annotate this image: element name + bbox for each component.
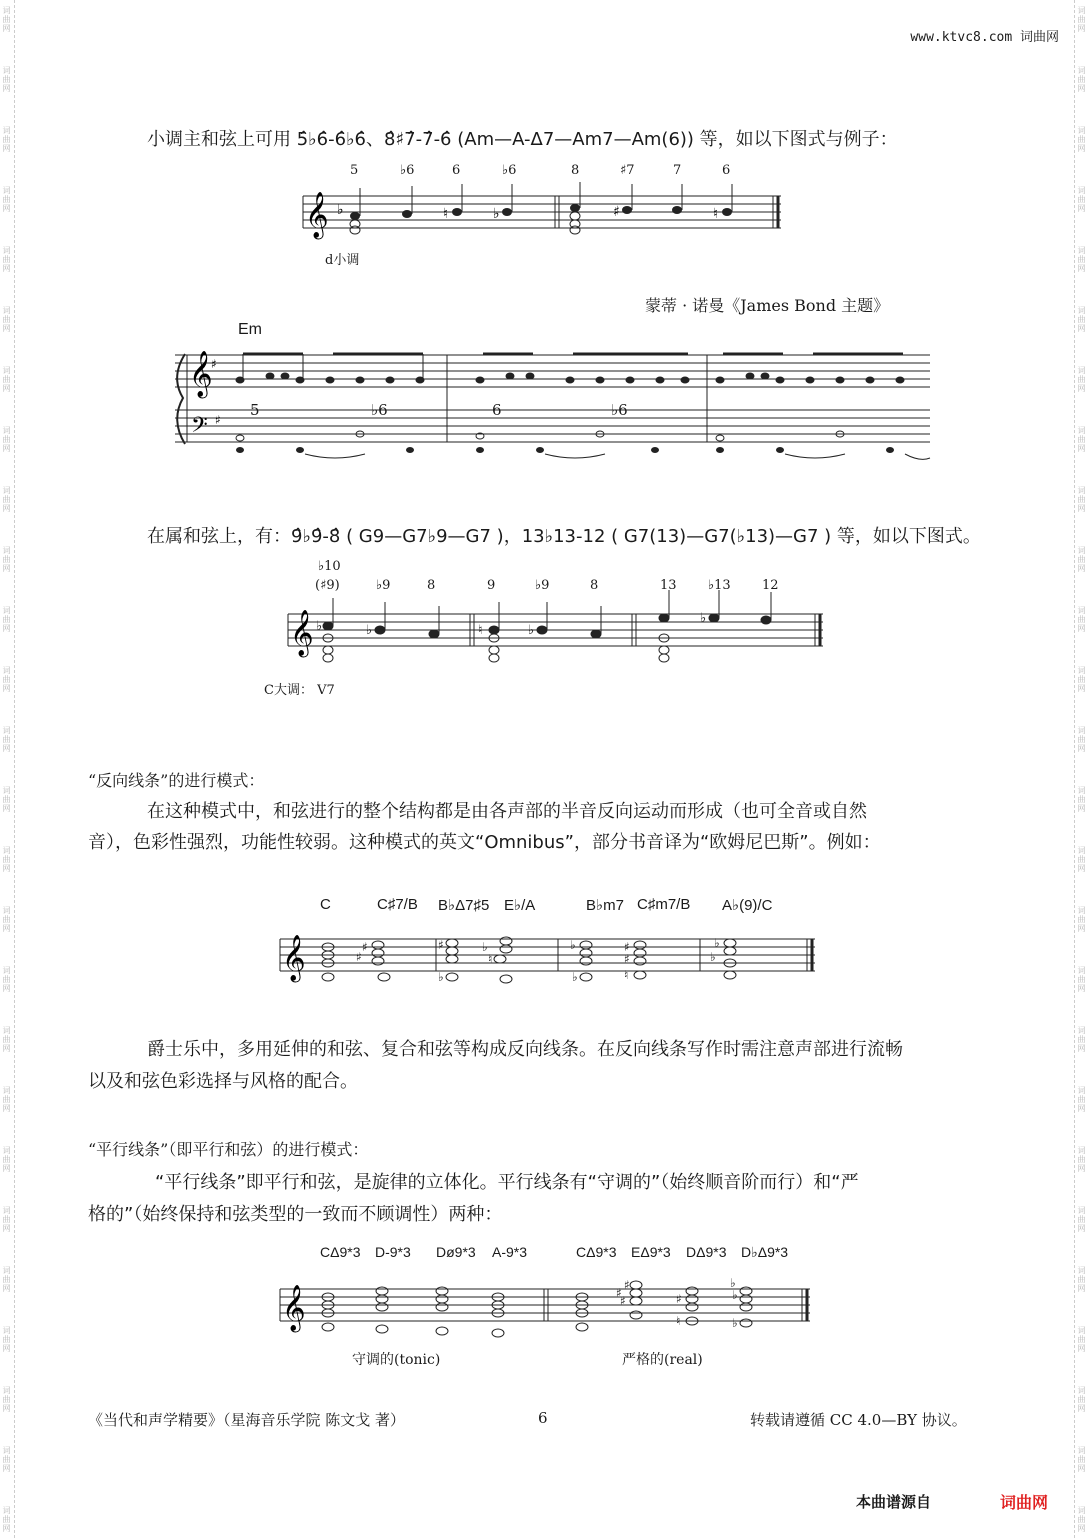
chord-symbol: Dø9*3 <box>436 1244 476 1260</box>
watermark-text: 词 曲 网 <box>1077 606 1086 633</box>
svg-text:♭: ♭ <box>366 623 373 638</box>
watermark-text: 词 曲 网 <box>1077 1266 1086 1293</box>
page-number: 6 <box>538 1409 548 1427</box>
degree-number: ♯7 <box>620 163 635 178</box>
svg-text:♮: ♮ <box>443 206 449 222</box>
chord-symbol: C <box>320 896 331 913</box>
svg-text:𝄞: 𝄞 <box>305 192 329 238</box>
section4-para2: 格的”（始终保持和弦类型的一致而不顾调性）两种： <box>88 1204 503 1225</box>
svg-text:♯: ♯ <box>616 1286 622 1300</box>
section4-para1: “平行线条”即平行和弦，是旋律的立体化。平行线条有“守调的”（始终顺音阶而行）和“严 <box>155 1172 859 1193</box>
tonic-label: 守调的(tonic) <box>352 1352 441 1368</box>
watermark-text: 词 曲 网 <box>2 726 11 753</box>
degree-number: (♯9) <box>315 578 340 593</box>
watermark-text: 词 曲 网 <box>2 906 11 933</box>
section3-para1: 在这种模式中，和弦进行的整个结构都是由各声部的半音反向运动而形成（也可全音或自然 <box>147 801 867 822</box>
footer-license: 转载请遵循 CC 4.0—BY 协议。 <box>750 1411 967 1429</box>
svg-text:♭: ♭ <box>337 202 344 218</box>
watermark-text: 词 曲 网 <box>1077 1146 1086 1173</box>
watermark-text: 词 曲 网 <box>1077 186 1086 213</box>
key-label: C大调： V7 <box>264 683 335 698</box>
watermark-text: 词 曲 网 <box>2 426 11 453</box>
svg-text:♭: ♭ <box>700 611 707 626</box>
watermark-text: 词 曲 网 <box>1077 846 1086 873</box>
chord-symbol: CΔ9*3 <box>320 1244 361 1260</box>
watermark-text: 词 曲 网 <box>2 366 11 393</box>
svg-text:♯: ♯ <box>211 357 217 371</box>
chord-symbol: CΔ9*3 <box>576 1244 617 1260</box>
svg-text:♭: ♭ <box>438 970 444 984</box>
svg-text:♯: ♯ <box>620 1294 626 1308</box>
watermark-text: 词 曲 网 <box>1077 1026 1086 1053</box>
watermark-text: 词 曲 网 <box>2 546 11 573</box>
svg-text:♭: ♭ <box>730 1276 736 1290</box>
watermark-text: 词 曲 网 <box>1077 906 1086 933</box>
watermark-text: 词 曲 网 <box>2 966 11 993</box>
left-watermark-strip <box>0 0 15 1538</box>
watermark-text: 词 曲 网 <box>2 1506 11 1533</box>
section4-heading: “平行线条”（即平行和弦）的进行模式： <box>88 1140 369 1159</box>
watermark-text: 词 曲 网 <box>1077 1086 1086 1113</box>
svg-text:♯: ♯ <box>624 940 630 954</box>
example-title: 蒙蒂 · 诺曼《James Bond 主题》 <box>645 296 890 315</box>
chord-symbol: A♭(9)/C <box>722 897 773 914</box>
degree-number: ♭6 <box>400 163 415 178</box>
watermark-text: 词 曲 网 <box>2 126 11 153</box>
svg-text:♭: ♭ <box>528 623 535 638</box>
svg-text:♭: ♭ <box>572 970 578 984</box>
svg-text:𝄞: 𝄞 <box>290 610 314 656</box>
watermark-text: 词 曲 网 <box>2 1086 11 1113</box>
watermark-text: 词 曲 网 <box>1077 1206 1086 1233</box>
bass-degree: 6 <box>492 401 502 419</box>
svg-text:♯: ♯ <box>215 413 221 427</box>
watermark-text: 词 曲 网 <box>1077 546 1086 573</box>
bass-degree: ♭6 <box>371 401 388 419</box>
watermark-text: 词 曲 网 <box>2 306 11 333</box>
svg-text:♯: ♯ <box>356 950 362 964</box>
chord-symbol: C♯m7/B <box>637 896 691 913</box>
svg-text:♮: ♮ <box>676 1314 681 1328</box>
section3-para2: 音），色彩性强烈，功能性较弱。这种模式的英文“Omnibus”，部分书音译为“欧姆尼巴斯”。例如： <box>88 832 881 853</box>
svg-text:𝄢: 𝄢 <box>191 413 208 443</box>
degree-number: ♭9 <box>376 578 391 593</box>
staff-dominant <box>288 610 828 670</box>
real-label: 严格的(real) <box>622 1352 703 1368</box>
staff-omnibus <box>280 935 820 995</box>
section2-intro: 在属和弦上，有：9̂♭9̂-8̂ ( G9—G7♭9—G7 )，13♭13-12 ( G7(13)—G7(♭13)—G7 ) 等，如以下图式。 <box>147 526 981 547</box>
source-brand[interactable]: 词曲网 <box>1000 1493 1049 1512</box>
bass-degree: ♭6 <box>611 401 628 419</box>
degree-number: 6 <box>722 163 731 178</box>
watermark-text: 词 曲 网 <box>1077 1446 1086 1473</box>
svg-text:♭: ♭ <box>732 1316 738 1330</box>
watermark-text: 词 曲 网 <box>2 1266 11 1293</box>
svg-text:♭: ♭ <box>570 938 576 952</box>
chord-symbol: Em <box>238 321 262 338</box>
watermark-text: 词 曲 网 <box>1077 786 1086 813</box>
watermark-text: 词 曲 网 <box>2 1386 11 1413</box>
svg-text:♯: ♯ <box>624 952 630 966</box>
watermark-text: 词 曲 网 <box>1077 66 1086 93</box>
chord-symbol: B♭Δ7♯5 <box>438 897 490 914</box>
watermark-text: 词 曲 网 <box>1077 486 1086 513</box>
watermark-text: 词 曲 网 <box>1077 306 1086 333</box>
svg-text:♯: ♯ <box>676 1292 682 1306</box>
degree-number: 9 <box>487 578 496 593</box>
watermark-text: 词 曲 网 <box>1077 246 1086 273</box>
degree-number: ♭6 <box>502 163 517 178</box>
degree-number: 5 <box>350 163 359 178</box>
chord-symbol: C♯7/B <box>377 896 418 913</box>
degree-number: 7 <box>673 163 682 178</box>
staff-d-minor <box>303 192 783 242</box>
key-label: d小调 <box>325 253 360 268</box>
footer-book: 《当代和声学精要》（星海音乐学院 陈文戈 著） <box>88 1411 406 1429</box>
watermark-text: 词 曲 网 <box>2 1446 11 1473</box>
grand-staff-bond <box>175 340 935 470</box>
watermark-text: 词 曲 网 <box>2 66 11 93</box>
watermark-text: 词 曲 网 <box>1077 366 1086 393</box>
watermark-text: 词 曲 网 <box>1077 726 1086 753</box>
degree-number: 13 <box>660 578 677 593</box>
watermark-text: 词 曲 网 <box>2 786 11 813</box>
watermark-text: 词 曲 网 <box>2 1146 11 1173</box>
degree-number: 8 <box>590 578 599 593</box>
svg-text:♮: ♮ <box>713 206 719 222</box>
section3-para3: 爵士乐中，多用延伸的和弦、复合和弦等构成反向线条。在反向线条写作时需注意声部进行流畅 <box>147 1039 903 1060</box>
section1-intro: 小调主和弦上可用 5̂♭6̂-6̂♭6̂、8̂♯7̂-7̂-6̂ (Am—A-Δ7—Am7—Am(6)) 等，如以下图式与例子： <box>147 129 898 150</box>
chord-symbol: D♭Δ9*3 <box>741 1244 789 1260</box>
watermark-text: 词 曲 网 <box>1077 666 1086 693</box>
chord-symbol: B♭m7 <box>586 897 624 914</box>
watermark-text: 词 曲 网 <box>2 846 11 873</box>
svg-text:♮: ♮ <box>478 623 483 638</box>
svg-text:♭: ♭ <box>493 206 500 222</box>
section3-para4: 以及和弦色彩选择与风格的配合。 <box>88 1071 358 1092</box>
svg-text:♯: ♯ <box>362 940 368 954</box>
degree-number: 8 <box>427 578 436 593</box>
watermark-text: 词 曲 网 <box>2 1326 11 1353</box>
watermark-text: 词 曲 网 <box>1077 1386 1086 1413</box>
svg-text:♯: ♯ <box>438 938 444 952</box>
watermark-text: 词 曲 网 <box>2 666 11 693</box>
svg-text:♭: ♭ <box>710 950 716 964</box>
svg-text:♭: ♭ <box>482 940 488 954</box>
watermark-text: 词 曲 网 <box>2 246 11 273</box>
svg-text:𝄞: 𝄞 <box>189 351 213 397</box>
watermark-text: 词 曲 网 <box>2 186 11 213</box>
chord-symbol: E♭/A <box>504 897 536 914</box>
svg-text:𝄞: 𝄞 <box>282 935 306 981</box>
svg-text:♭: ♭ <box>714 936 720 950</box>
degree-number: 8 <box>571 163 580 178</box>
degree-number: 6 <box>452 163 461 178</box>
svg-text:𝄞: 𝄞 <box>282 1285 306 1331</box>
watermark-text: 词 曲 网 <box>1077 126 1086 153</box>
degree-number: 12 <box>762 578 779 593</box>
watermark-text: 词 曲 网 <box>2 6 11 33</box>
chord-symbol: DΔ9*3 <box>686 1244 727 1260</box>
right-watermark-strip <box>1074 0 1089 1538</box>
svg-text:♯: ♯ <box>613 204 620 220</box>
watermark-text: 词 曲 网 <box>1077 1326 1086 1353</box>
degree-number: ♭10 <box>318 559 341 574</box>
degree-number: ♭9 <box>535 578 550 593</box>
chord-symbol: D-9*3 <box>375 1244 411 1260</box>
site-url[interactable]: www.ktvc8.com 词曲网 <box>910 30 1059 45</box>
svg-text:♯: ♯ <box>624 1278 630 1292</box>
watermark-text: 词 曲 网 <box>1077 426 1086 453</box>
watermark-text: 词 曲 网 <box>2 1026 11 1053</box>
watermark-text: 词 曲 网 <box>2 486 11 513</box>
watermark-text: 词 曲 网 <box>2 1206 11 1233</box>
svg-text:♭: ♭ <box>732 1288 738 1302</box>
staff-parallel <box>280 1276 815 1345</box>
watermark-text: 词 曲 网 <box>1077 1506 1086 1533</box>
bass-degree: 5 <box>250 401 260 419</box>
section3-heading: “反向线条”的进行模式： <box>88 771 265 790</box>
source-label: 本曲谱源自 <box>856 1493 932 1511</box>
chord-symbol: A-9*3 <box>492 1244 528 1260</box>
watermark-text: 词 曲 网 <box>1077 6 1086 33</box>
svg-text:♮: ♮ <box>624 968 629 982</box>
svg-text:♭: ♭ <box>316 619 323 634</box>
svg-text:♮: ♮ <box>488 952 493 966</box>
watermark-text: 词 曲 网 <box>1077 966 1086 993</box>
watermark-text: 词 曲 网 <box>2 606 11 633</box>
chord-symbol: EΔ9*3 <box>631 1244 671 1260</box>
degree-number: ♭13 <box>708 578 731 593</box>
